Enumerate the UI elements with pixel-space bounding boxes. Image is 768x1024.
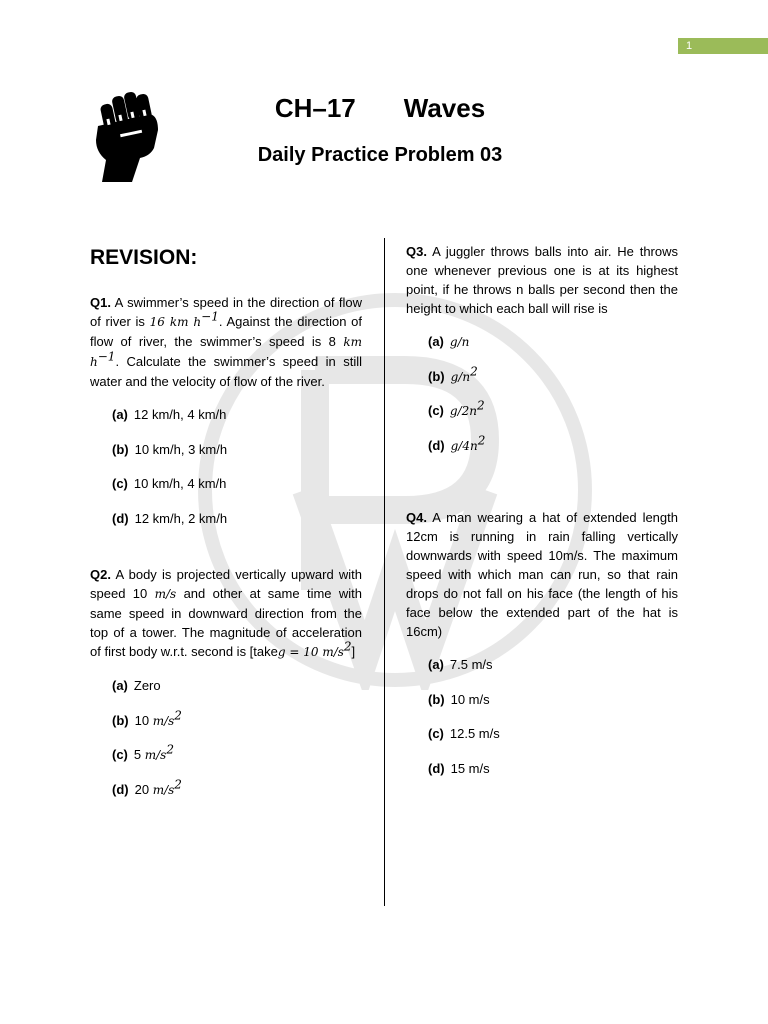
- section-title: REVISION:: [90, 246, 198, 269]
- option-a[interactable]: [112, 676, 362, 711]
- option-unit: m/s: [152, 713, 175, 728]
- option-unit: m/s: [144, 748, 167, 762]
- option-math: g/n: [449, 335, 470, 349]
- question-3-options: [406, 332, 678, 470]
- option-label: (c): [112, 747, 128, 762]
- option-text: 12 km/h, 4 km/h: [133, 407, 227, 422]
- math-expr: 16 km h: [149, 315, 202, 329]
- question-number: Q4.: [406, 510, 427, 525]
- option-d[interactable]: [112, 509, 362, 544]
- option-math: g/2n: [449, 404, 477, 418]
- option-label: (b): [112, 712, 129, 728]
- option-unit: m/s: [152, 782, 175, 797]
- option-d[interactable]: [428, 433, 678, 471]
- option-a[interactable]: [428, 655, 678, 690]
- raised-fist-icon: [92, 86, 162, 184]
- option-label: (a): [112, 678, 128, 693]
- math-sup: −1: [97, 349, 116, 364]
- option-text: 7.5 m/s: [449, 657, 493, 672]
- math-sup: 2: [343, 639, 352, 654]
- option-label: (c): [428, 726, 444, 741]
- page-number-badge: 1: [678, 38, 768, 54]
- option-b[interactable]: [112, 440, 362, 475]
- option-text: 12 km/h, 2 km/h: [134, 510, 228, 526]
- chapter-topic: Waves: [403, 93, 486, 123]
- chapter-title: [200, 93, 560, 124]
- option-a[interactable]: [428, 332, 678, 367]
- question-text: . Calculate the swimmer’s speed in still water and the velocity of flow of the river.: [90, 354, 362, 389]
- option-d[interactable]: [112, 777, 362, 815]
- dpp-subtitle: Daily Practice Problem 03: [257, 144, 503, 166]
- math-expr: m/s: [154, 587, 177, 601]
- option-text: 10 km/h, 3 km/h: [134, 441, 228, 457]
- option-c[interactable]: [428, 398, 678, 436]
- option-value: 20: [134, 781, 153, 797]
- option-label: (a): [428, 334, 444, 349]
- option-label: (c): [428, 403, 444, 418]
- question-text: . Against the direction of flow of river, the swimmer’s speed is 8: [90, 314, 362, 349]
- option-math: g/n: [450, 369, 471, 384]
- option-c[interactable]: [428, 724, 678, 759]
- math-sup: 2: [166, 742, 174, 757]
- question-text: A body is projected vertically upward with speed 10: [90, 567, 362, 601]
- option-label: (d): [428, 437, 445, 453]
- question-number: Q2.: [90, 567, 111, 582]
- option-text: 10 km/h, 4 km/h: [133, 476, 227, 491]
- option-label: (b): [112, 441, 129, 457]
- option-d[interactable]: [428, 759, 678, 794]
- option-text: 12.5 m/s: [449, 726, 500, 741]
- math-sup: 2: [174, 777, 182, 792]
- option-c[interactable]: [112, 474, 362, 509]
- option-text: 15 m/s: [450, 760, 490, 776]
- question-text: and other at same time with same speed in downward direction from the top of a tower. The magnitude of acceleration of first body w.r.t. second is [take: [90, 586, 362, 659]
- question-text: A juggler throws balls into air. He throws one whenever previous one is at its highest point, if he throws n balls per second then the height to which each ball will rise is: [406, 244, 678, 316]
- math-sup: 2: [477, 433, 486, 448]
- question-text: A man wearing a hat of extended length 12cm is running in rain falling vertically downwards with speed 10m/s. The maximum speed with which man can run, so that rain drops do not fall on his face (the length of his face below the extended part of the hat is 16cm): [406, 510, 678, 639]
- option-label: (d): [428, 760, 445, 776]
- option-c[interactable]: [112, 742, 362, 780]
- question-4-options: [406, 655, 678, 793]
- question-3: [406, 242, 678, 318]
- option-value: 10: [134, 712, 153, 728]
- option-label: (a): [428, 657, 444, 672]
- right-column: [406, 242, 678, 793]
- option-text: 10 m/s: [450, 691, 490, 707]
- question-2: [90, 565, 362, 662]
- chapter-number: CH–17: [274, 93, 356, 123]
- option-label: (d): [112, 781, 129, 797]
- option-math: g/4n: [450, 438, 478, 453]
- option-b[interactable]: [428, 690, 678, 725]
- option-b[interactable]: [428, 364, 678, 402]
- question-1-options: [90, 405, 362, 543]
- math-expr: g = 10 m/s: [277, 645, 344, 659]
- option-text: Zero: [133, 678, 161, 693]
- math-sup: 2: [470, 364, 478, 379]
- column-divider: [384, 238, 385, 906]
- option-label: (d): [112, 510, 129, 526]
- option-label: (b): [428, 691, 445, 707]
- math-sup: 2: [174, 708, 182, 723]
- question-2-options: [90, 676, 362, 814]
- math-sup: 2: [476, 398, 485, 413]
- left-column: [90, 248, 362, 814]
- question-text: ]: [351, 644, 356, 659]
- option-label: (b): [428, 368, 445, 384]
- math-expr: km h: [90, 335, 362, 369]
- question-4: [406, 508, 678, 641]
- question-text: A swimmer’s speed in the direction of flow of river is: [90, 295, 362, 329]
- question-number: Q3.: [406, 244, 427, 259]
- option-a[interactable]: [112, 405, 362, 440]
- option-b[interactable]: [112, 708, 362, 746]
- option-label: (c): [112, 476, 128, 491]
- option-label: (a): [112, 407, 128, 422]
- question-1: [90, 293, 362, 391]
- option-value: 5: [133, 747, 145, 762]
- question-number: Q1.: [90, 295, 111, 310]
- math-sup: −1: [201, 309, 219, 324]
